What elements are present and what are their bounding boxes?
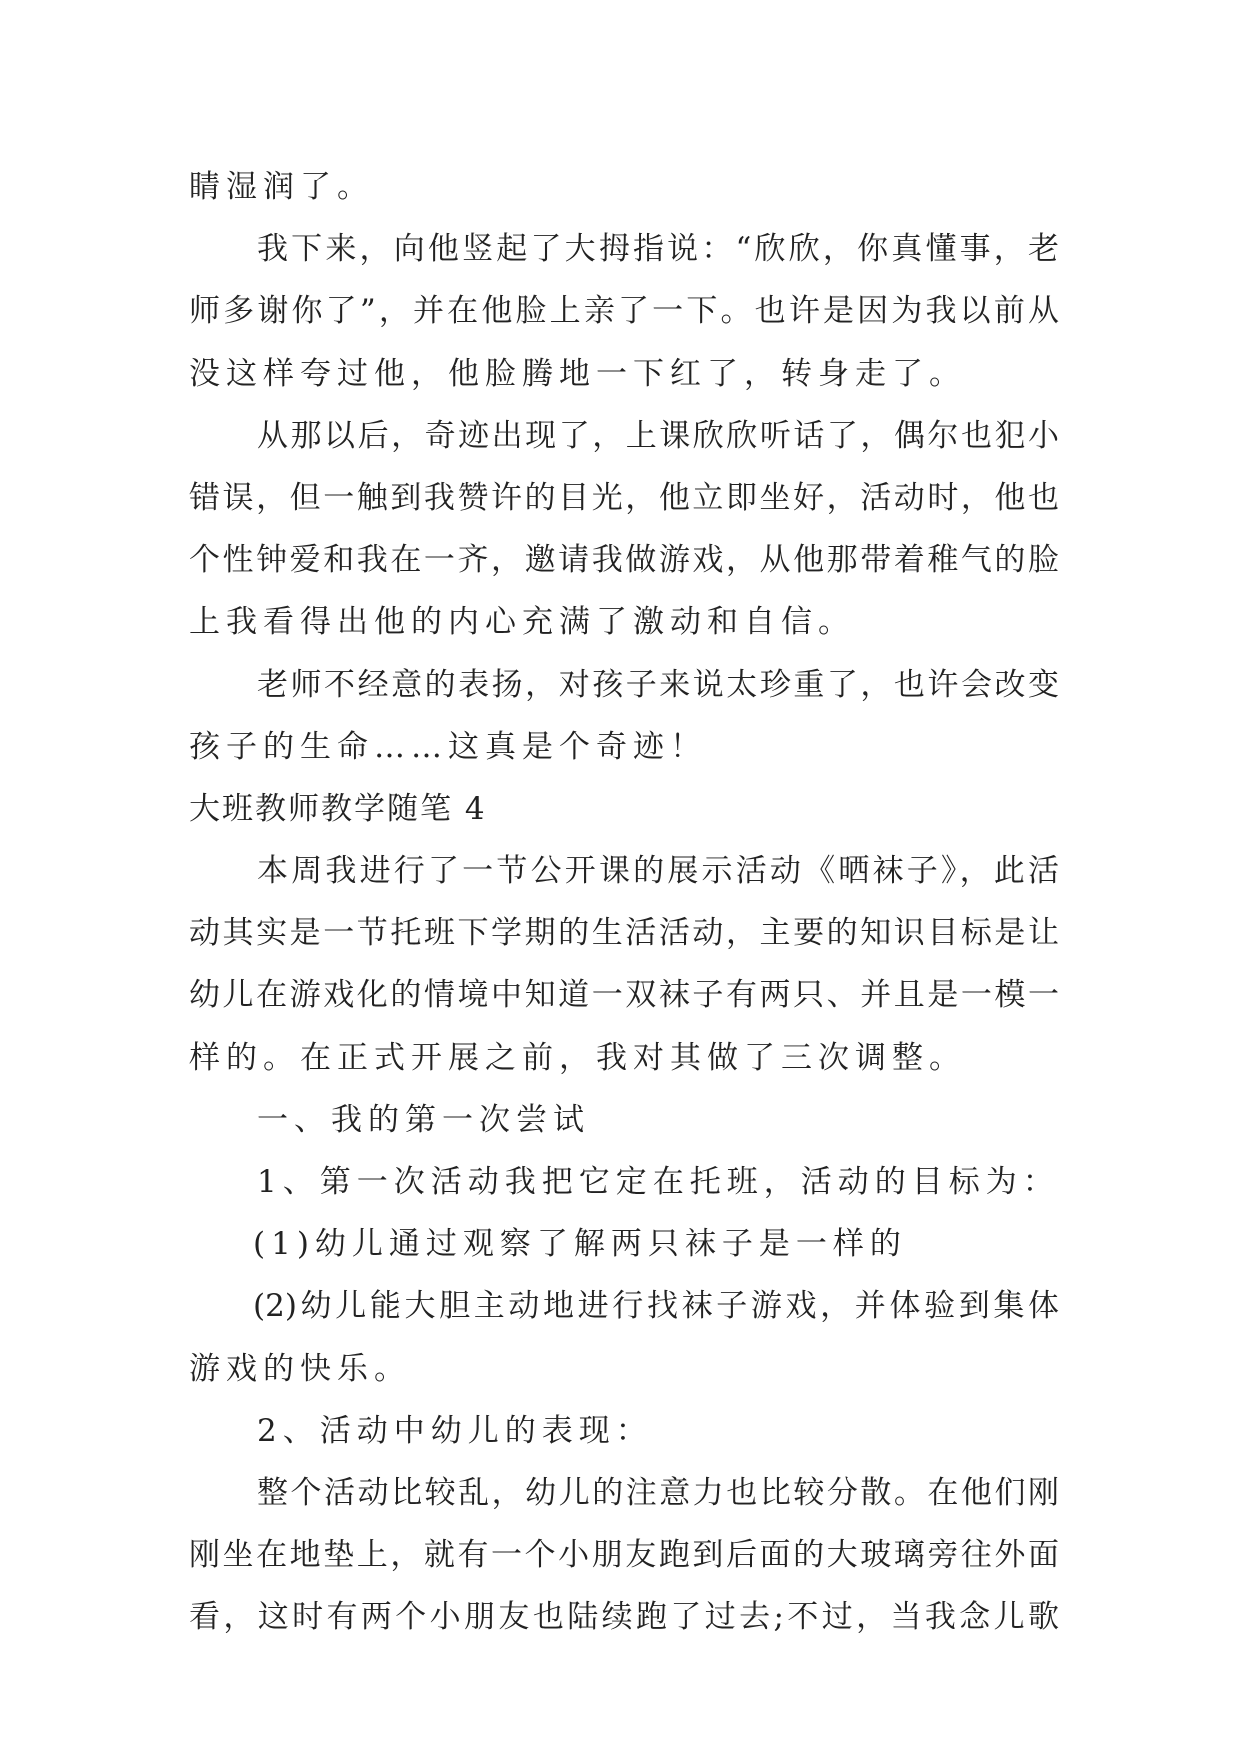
text-line-9: 老师不经意的表扬，对孩子来说太珍重了，也许会改变 <box>257 666 1059 703</box>
text-line-6: 错误，但一触到我赞许的目光，他立即坐好，活动时，他也 <box>189 479 1059 516</box>
text-line-8: 上我看得出他的内心充满了激动和自信。 <box>189 604 855 641</box>
text-line-17: 1、第一次活动我把它定在托班，活动的目标为： <box>257 1164 1060 1200</box>
text-line-1: 睛湿润了。 <box>189 169 374 205</box>
text-line-4: 没这样夸过他，他脸腾地一下红了，转身走了。 <box>189 355 966 392</box>
text-line-3: 师多谢你了”，并在他脸上亲了一下。也许是因为我以前从 <box>189 293 1059 330</box>
text-line-22: 整个活动比较乱，幼儿的注意力也比较分散。在他们刚 <box>257 1474 1059 1511</box>
document-body <box>189 156 1059 1649</box>
subheading-first-attempt: 一、我的第一次尝试 <box>257 1101 590 1138</box>
text-line-13: 动其实是一节托班下学期的生活活动，主要的知识目标是让 <box>189 915 1059 952</box>
text-line-20: 游戏的快乐。 <box>189 1350 411 1387</box>
text-line-5: 从那以后，奇迹出现了，上课欣欣听话了，偶尔也犯小 <box>257 417 1059 454</box>
text-line-2: 我下来，向他竖起了大拇指说：“欣欣，你真懂事，老 <box>257 231 1059 268</box>
text-line-7: 个性钟爱和我在一齐，邀请我做游戏，从他那带着稚气的脸 <box>189 542 1059 579</box>
text-line-24: 看，这时有两个小朋友也陆续跑了过去;不过，当我念儿歌 <box>189 1599 1059 1636</box>
section-heading: 大班教师教学随笔 4 <box>189 790 487 827</box>
text-line-15: 样的。在正式开展之前，我对其做了三次调整。 <box>189 1039 966 1076</box>
text-line-10: 孩子的生命……这真是个奇迹！ <box>189 728 707 765</box>
text-line-14: 幼儿在游戏化的情境中知道一双袜子有两只、并且是一模一 <box>189 977 1059 1014</box>
list-item-2: (2)幼儿能大胆主动地进行找袜子游戏，并体验到集体 <box>253 1288 1059 1325</box>
text-line-12: 本周我进行了一节公开课的展示活动《晒袜子》，此活 <box>257 853 1059 890</box>
text-line-23: 刚坐在地垫上，就有一个小朋友跑到后面的大玻璃旁往外面 <box>189 1537 1059 1574</box>
text-line-21: 2、活动中幼儿的表现： <box>257 1412 653 1449</box>
list-item-1: (1)幼儿通过观察了解两只袜子是一样的 <box>253 1226 907 1263</box>
